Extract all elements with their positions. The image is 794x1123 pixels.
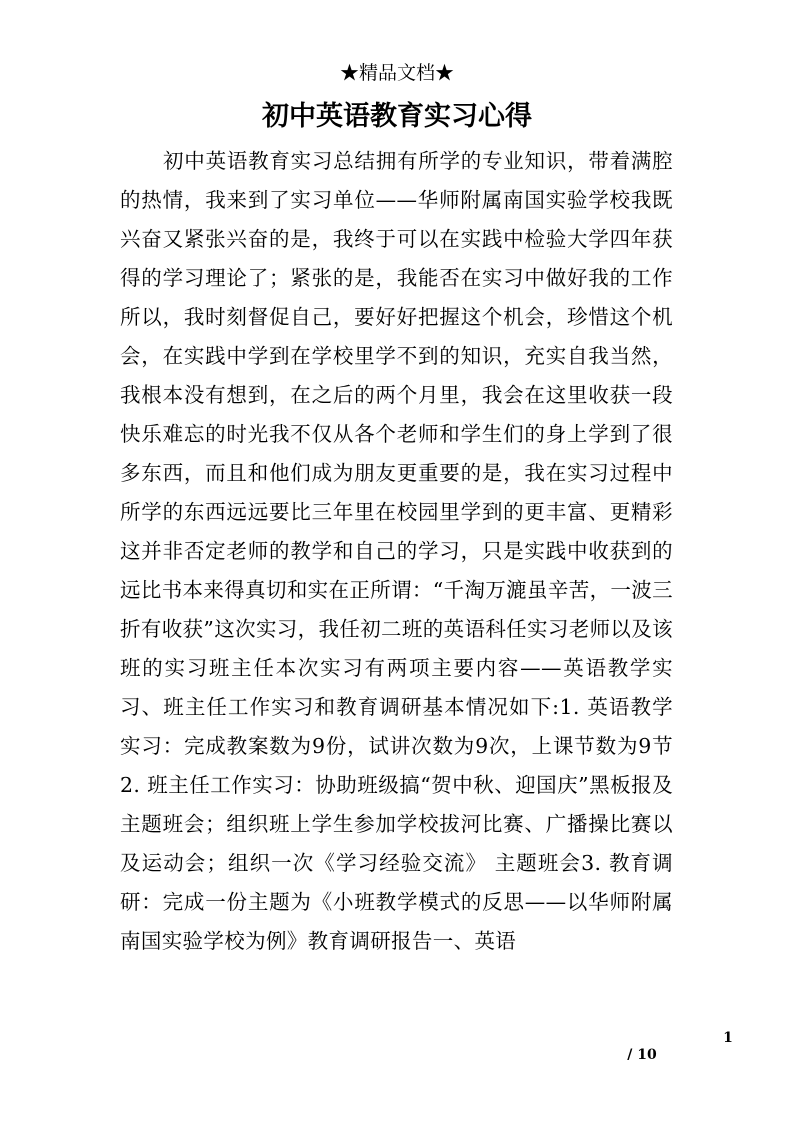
header-banner: ★精品文档★	[339, 62, 454, 84]
page-number: 1	[723, 1030, 733, 1046]
document-title: 初中英语教育实习心得	[262, 101, 532, 132]
page-total: / 10	[627, 1047, 657, 1063]
body-paragraph: 初中英语教育实习总结拥有所学的专业知识，带着满腔的热情，我来到了实习单位——华师附属南国实验学校我既兴奋又紧张兴奋的是，我终于可以在实践中检验大学四年获得的学习理论了；紧张的是，我能否在实习中做好我的工作所以，我时刻督促自己，要好好把握这个机会，珍惜这个机会，在实践中学到在学校里学不到的知识，充实自我当然，我根本没有想到，在之后的两个月里，我会在这里收获一段快乐难忘的时光我不仅从各个老师和学生们的身上学到了很多东西，而且和他们成为朋友更重要的是，我在实习过程中所学的东西远远要比三年里在校园里学到的更丰富、更精彩这并非否定老师的教学和自己的学习，只是实践中收获到的远比书本来得真切和实在正所谓：“千淘万漉虽辛苦，一波三折有收获”这次实习，我任初二班的英语科任实习老师以及该班的实习班主任本次实习有两项主要内容——英语教学实习、班主任工作实习和教育调研基本情况如下:1. 英语教学实习：完成教案数为9份，试讲次数为9次，上课节数为9节2. 班主任工作实习：协助班级搞“贺中秋、迎国庆”黑板报及主题班会；组织班上学生参加学校拔河比赛、广播操比赛以及运动会；组织一次《学习经验交流》 主题班会3. 教育调研：完成一份主题为《小班教学模式的反思——以华师附属南国实验学校为例》教育调研报告一、英语	[120, 149, 673, 953]
